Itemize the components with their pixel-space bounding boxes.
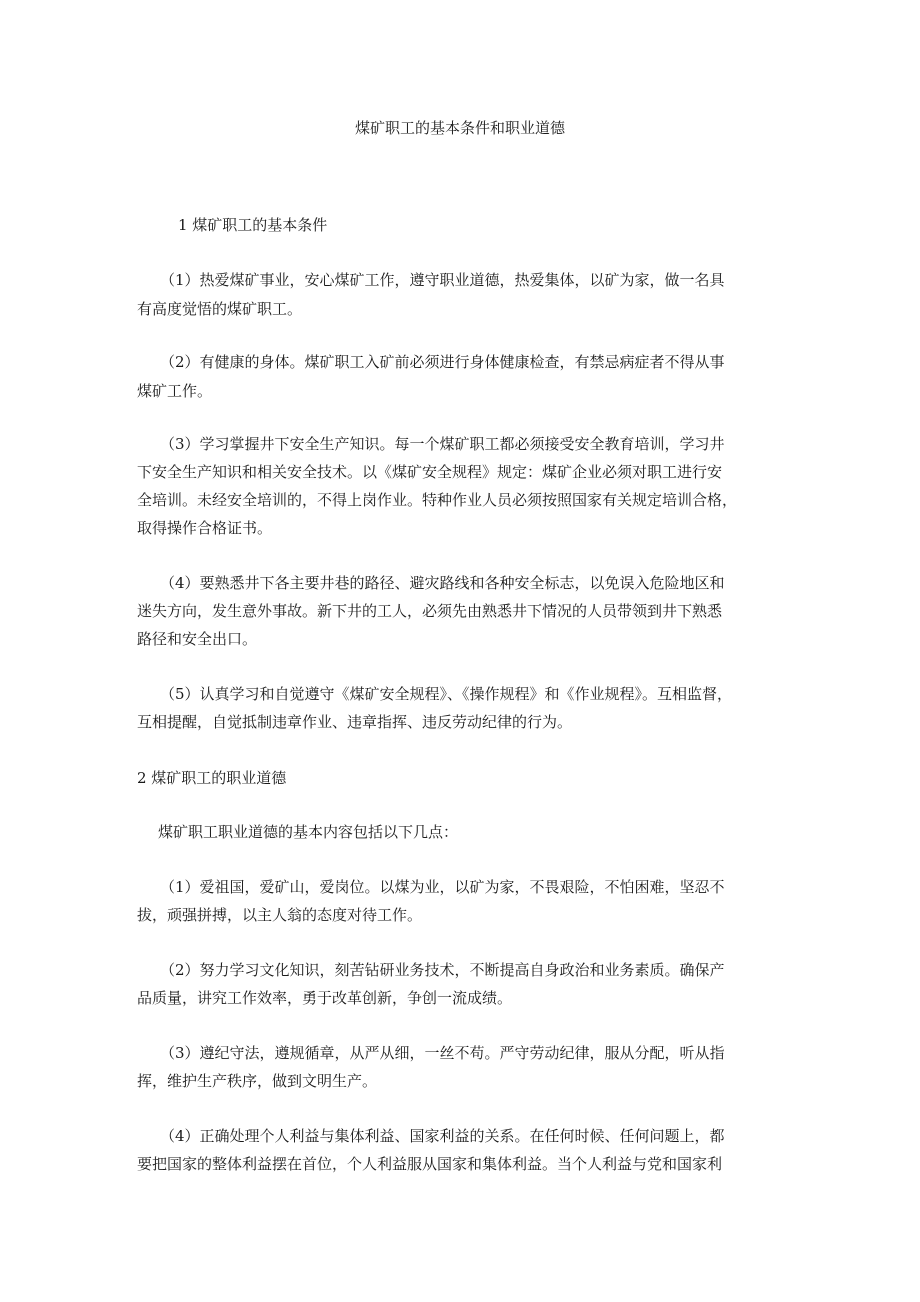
paragraph-line: （3）遵纪守法，遵规循章，从严从细，一丝不苟。严守劳动纪律，服从分配，听从指: [160, 1044, 725, 1062]
paragraph-line: 全培训。未经安全培训的，不得上岗作业。特种作业人员必须按照国家有关规定培训合格，: [137, 491, 738, 509]
section-heading-basic-conditions: 1 煤矿职工的基本条件: [178, 216, 328, 234]
paragraph-line: 下安全生产知识和相关安全技术。以《煤矿安全规程》规定：煤矿企业必须对职工进行安: [137, 463, 723, 481]
paragraph-line: 要把国家的整体利益摆在首位，个人利益服从国家和集体利益。当个人利益与党和国家利: [137, 1155, 723, 1173]
paragraph-line: （2）有健康的身体。煤矿职工入矿前必须进行身体健康检查，有禁忌病症者不得从事: [160, 353, 725, 371]
paragraph-line: 路径和安全出口。: [137, 630, 258, 648]
paragraph-line: （4）正确处理个人利益与集体利益、国家利益的关系。在任何时候、任何问题上，都: [160, 1127, 725, 1145]
paragraph-line: （1）爱祖国，爱矿山，爱岗位。以煤为业，以矿为家，不畏艰险，不怕困难，坚忍不: [160, 878, 725, 896]
paragraph-line: 互相提醒，自觉抵制违章作业、违章指挥、违反劳动纪律的行为。: [137, 713, 573, 731]
paragraph-line: 挥，维护生产秩序，做到文明生产。: [137, 1072, 378, 1090]
paragraph-line: 取得操作合格证书。: [137, 519, 273, 537]
paragraph-line: 拔，顽强拼搏，以主人翁的态度对待工作。: [137, 906, 423, 924]
paragraph-line: （4）要熟悉井下各主要井巷的路径、避灾路线和各种安全标志，以免误入危险地区和: [160, 574, 725, 592]
paragraph-line: （3）学习掌握井下安全生产知识。每一个煤矿职工都必须接受安全教育培训，学习井: [160, 435, 725, 453]
paragraph-line: 有高度觉悟的煤矿职工。: [137, 300, 303, 318]
paragraph-line: （1）热爱煤矿事业，安心煤矿工作，遵守职业道德，热爱集体，以矿为家，做一名具: [160, 271, 725, 289]
paragraph-line: （5）认真学习和自觉遵守《煤矿安全规程》、《操作规程》和《作业规程》。互相监督，: [160, 685, 733, 703]
document-title: 煤矿职工的基本条件和职业道德: [354, 119, 565, 137]
section-heading-professional-ethics: 2 煤矿职工的职业道德: [137, 769, 287, 787]
paragraph-line: 煤矿职工职业道德的基本内容包括以下几点：: [158, 823, 459, 841]
paragraph-line: 迷失方向，发生意外事故。新下井的工人，必须先由熟悉井下情况的人员带领到井下熟悉: [137, 602, 723, 620]
paragraph-line: 品质量，讲究工作效率，勇于改革创新，争创一流成绩。: [137, 989, 513, 1007]
paragraph-line: 煤矿工作。: [137, 382, 213, 400]
paragraph-line: （2）努力学习文化知识，刻苦钻研业务技术，不断提高自身政治和业务素质。确保产: [160, 961, 725, 979]
